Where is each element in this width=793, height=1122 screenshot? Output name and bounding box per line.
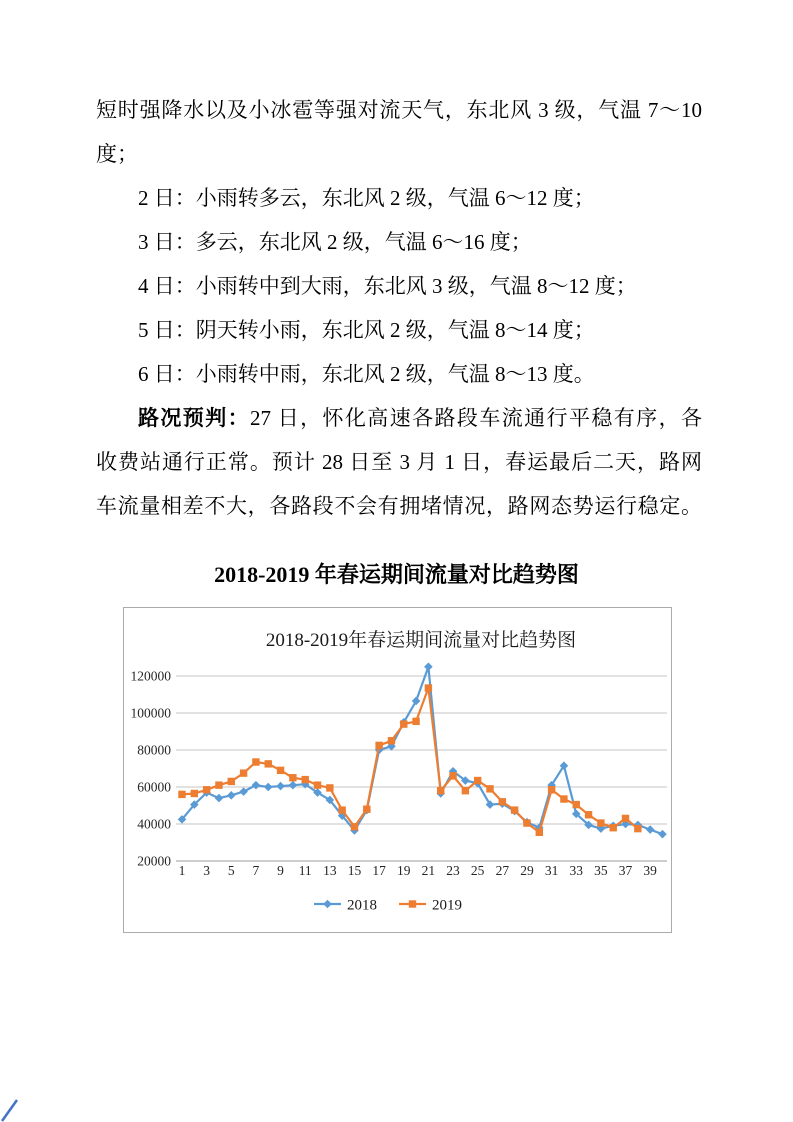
- square-marker: [474, 777, 481, 784]
- square-marker: [536, 829, 543, 836]
- square-marker: [351, 823, 358, 830]
- traffic-trend-chart: [123, 607, 672, 933]
- diamond-marker: [227, 791, 236, 800]
- square-marker: [462, 787, 469, 794]
- chart-title: 2018-2019年春运期间流量对比趋势图: [265, 630, 577, 651]
- diamond-marker: [252, 781, 261, 790]
- svg-text:33: 33: [569, 863, 583, 878]
- road-forecast-text: 27 日，怀化高速各路段车流通行平稳有序，各: [250, 406, 702, 430]
- square-marker: [412, 718, 419, 725]
- square-marker: [388, 737, 395, 744]
- text-line-6: 5 日：阴天转小雨，东北风 2 级，气温 8～14 度；: [138, 318, 595, 342]
- svg-text:19: 19: [397, 863, 411, 878]
- diamond-marker: [264, 783, 273, 792]
- svg-text:120000: 120000: [130, 668, 171, 684]
- square-marker: [228, 778, 235, 785]
- text-line-1: 短时强降水以及小冰雹等强对流天气，东北风 3 级，气温 7～10: [96, 98, 702, 122]
- legend-label-2019: 2019: [432, 897, 462, 914]
- legend-diamond-marker: [323, 900, 332, 909]
- text-line-5: 4 日：小雨转中到大雨，东北风 3 级，气温 8～12 度；: [138, 274, 637, 298]
- svg-text:31: 31: [544, 863, 559, 878]
- square-marker: [252, 758, 259, 765]
- diamond-marker: [412, 697, 421, 706]
- legend-square-marker: [409, 900, 416, 907]
- square-marker: [425, 684, 432, 691]
- page-corner-mark: [0, 1096, 22, 1122]
- text-line-8: [96, 396, 702, 440]
- square-marker: [203, 786, 210, 793]
- diamond-marker: [646, 825, 655, 834]
- square-marker: [302, 776, 309, 783]
- square-marker: [449, 772, 456, 779]
- square-marker: [560, 795, 567, 802]
- square-marker: [289, 774, 296, 781]
- square-marker: [523, 819, 530, 826]
- svg-text:80000: 80000: [137, 742, 171, 758]
- svg-text:17: 17: [372, 863, 386, 878]
- svg-text:35: 35: [594, 863, 608, 878]
- svg-text:29: 29: [520, 863, 534, 878]
- x-axis-labels: [179, 863, 658, 878]
- square-marker: [326, 784, 333, 791]
- text-line-10: 车流量相差不大，各路段不会有拥堵情况，路网态势运行稳定。: [96, 494, 702, 518]
- diamond-marker: [424, 662, 433, 671]
- diamond-marker: [215, 794, 224, 803]
- square-marker: [314, 781, 321, 788]
- legend-label-2018: 2018: [347, 897, 377, 914]
- svg-text:100000: 100000: [130, 705, 171, 721]
- svg-text:40000: 40000: [137, 816, 171, 832]
- page-corner-mark-line: [2, 1100, 17, 1121]
- svg-text:37: 37: [618, 863, 633, 878]
- svg-text:20000: 20000: [137, 853, 171, 869]
- square-marker: [191, 790, 198, 797]
- text-line-2: 度；: [96, 142, 138, 166]
- traffic-trend-chart-svg: [124, 608, 671, 932]
- svg-text:23: 23: [446, 863, 460, 878]
- square-marker: [610, 824, 617, 831]
- document-chart-title: 2018-2019 年春运期间流量对比趋势图: [214, 562, 579, 587]
- svg-text:25: 25: [470, 863, 485, 878]
- svg-text:15: 15: [347, 863, 362, 878]
- svg-text:11: 11: [298, 863, 312, 878]
- svg-text:1: 1: [178, 863, 186, 878]
- square-marker: [178, 791, 185, 798]
- square-marker: [499, 798, 506, 805]
- square-marker: [277, 767, 284, 774]
- square-marker: [400, 720, 407, 727]
- square-marker: [375, 742, 382, 749]
- series-2019: [178, 684, 641, 836]
- square-marker: [215, 781, 222, 788]
- square-marker: [240, 769, 247, 776]
- square-marker: [437, 787, 444, 794]
- square-marker: [486, 785, 493, 792]
- svg-text:39: 39: [643, 863, 657, 878]
- square-marker: [265, 760, 272, 767]
- square-marker: [634, 825, 641, 832]
- svg-text:9: 9: [277, 863, 284, 878]
- svg-text:27: 27: [495, 863, 510, 878]
- square-marker: [573, 801, 580, 808]
- square-marker: [585, 811, 592, 818]
- square-marker: [363, 806, 370, 813]
- svg-text:21: 21: [421, 863, 436, 878]
- y-axis-labels: [131, 669, 172, 869]
- diamond-marker: [239, 787, 248, 796]
- road-forecast-label: 路况预判：: [138, 406, 251, 430]
- text-line-9: 收费站通行正常。预计 28 日至 3 月 1 日，春运最后二天，路网: [96, 450, 702, 474]
- square-marker: [622, 815, 629, 822]
- document-text: [96, 88, 702, 528]
- svg-text:7: 7: [252, 863, 260, 878]
- square-marker: [338, 806, 345, 813]
- text-line-3: 2 日：小雨转多云，东北风 2 级，气温 6～12 度；: [138, 186, 595, 210]
- svg-text:3: 3: [203, 863, 211, 878]
- svg-text:5: 5: [227, 863, 235, 878]
- text-line-7: 6 日：小雨转中雨，东北风 2 级，气温 8～13 度。: [138, 362, 595, 386]
- text-line-4: 3 日：多云，东北风 2 级，气温 6～16 度；: [138, 230, 532, 254]
- diamond-marker: [658, 830, 667, 839]
- square-marker: [597, 819, 604, 826]
- square-marker: [511, 806, 518, 813]
- square-marker: [548, 786, 555, 793]
- svg-text:13: 13: [323, 863, 337, 878]
- chart-legend: [314, 898, 462, 914]
- diamond-marker: [276, 782, 285, 791]
- diamond-marker: [289, 781, 298, 790]
- svg-text:60000: 60000: [137, 779, 171, 795]
